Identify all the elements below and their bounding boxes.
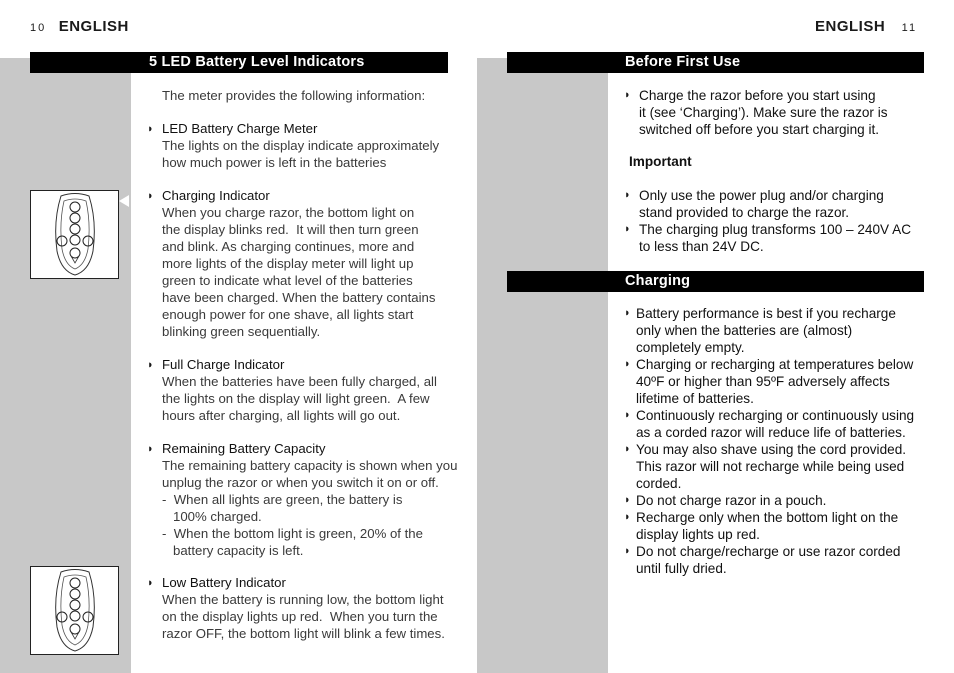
item-description-line: When the batteries have been fully charged, all [162, 374, 437, 389]
charging-line: as a corded razor will reduce life of batteries. [636, 425, 906, 440]
item-description-line: unplug the razor or when you switch it on or off. [162, 475, 439, 490]
charging-line: Battery performance is best if you recharge [636, 306, 896, 321]
charging-line: corded. [636, 476, 682, 491]
before-first-use-line: it (see ‘Charging’). Make sure the razor is [639, 105, 888, 120]
bullet-icon: ◗ [147, 123, 154, 135]
bullet-icon: ◗ [624, 358, 631, 370]
item-title: Remaining Battery Capacity [162, 441, 326, 456]
bullet-icon: ◗ [624, 511, 631, 523]
right-page-number: 11 [901, 22, 918, 34]
item-description-line: more lights of the display meter will light up [162, 256, 414, 271]
item-title: LED Battery Charge Meter [162, 121, 318, 136]
bullet-icon: ◗ [624, 545, 631, 557]
charging-line: You may also shave using the cord provided. [636, 442, 907, 457]
section-bar-led-indicators [30, 52, 448, 73]
razor-display-illustration [31, 191, 120, 280]
left-page-header [30, 18, 129, 36]
item-description-line: When you charge razor, the bottom light on [162, 205, 415, 220]
charging-line: until fully dried. [636, 561, 727, 576]
item-description-line: When the battery is running low, the bottom light [162, 592, 444, 607]
important-line: to less than 24V DC. [639, 239, 764, 254]
bullet-icon: ◗ [624, 409, 631, 421]
charging-line: display lights up red. [636, 527, 760, 542]
item-description-line: hours after charging, all lights will go out. [162, 408, 401, 423]
item-description-line: enough power for one shave, all lights start [162, 307, 414, 322]
left-page-number: 10 [30, 22, 47, 34]
razor-display-illustration-low [31, 567, 120, 656]
item-description-line: The remaining battery capacity is shown when you [162, 458, 458, 473]
charging-line: 40ºF or higher than 95ºF adversely affects [636, 374, 890, 389]
item-description-line: green to indicate what level of the batteries [162, 273, 413, 288]
bullet-icon: ◗ [624, 494, 631, 506]
item-description-line: and blink. As charging continues, more and [162, 239, 415, 254]
bullet-icon: ◗ [624, 189, 631, 201]
charging-line: Charging or recharging at temperatures below [636, 357, 914, 372]
bullet-icon: ◗ [624, 89, 631, 101]
left-page-title: ENGLISH [58, 18, 129, 35]
right-page-header [815, 18, 917, 36]
item-description-line: the lights on the display will light green. A few [162, 391, 430, 406]
item-description-line: on the display lights up red. When you turn the [162, 609, 438, 624]
razor-display-figure-low-battery [30, 566, 119, 655]
important-label: Important [629, 154, 692, 169]
before-first-use-line: Charge the razor before you start using [639, 88, 876, 103]
section-bar-charging [507, 271, 924, 292]
item-title: Full Charge Indicator [162, 357, 285, 372]
charging-line: Continuously recharging or continuously using [636, 408, 915, 423]
item-description-line: blinking green sequentially. [162, 324, 321, 339]
item-description-line: razor OFF, the bottom light will blink a few times. [162, 626, 445, 641]
charging-line: This razor will not recharge while being used [636, 459, 905, 474]
section-title-charging: Charging [625, 273, 691, 289]
bullet-icon: ◗ [147, 190, 154, 202]
bullet-icon: ◗ [624, 223, 631, 235]
item-description-line: - When all lights are green, the battery is [162, 492, 403, 507]
item-description-line: how much power is left in the batteries [162, 155, 387, 170]
charging-line: Do not charge/recharge or use razor corded [636, 544, 901, 559]
bullet-icon: ◗ [624, 443, 631, 455]
section-title-before-first-use: Before First Use [625, 54, 741, 70]
intro-text: The meter provides the following information: [162, 88, 426, 103]
section-bar-before-first-use [507, 52, 924, 73]
charging-line: Recharge only when the bottom light on the [636, 510, 899, 525]
item-title: Charging Indicator [162, 188, 270, 203]
bullet-icon: ◗ [624, 307, 631, 319]
charging-line: only when the batteries are (almost) [636, 323, 853, 338]
charging-line: completely empty. [636, 340, 745, 355]
item-description-line: battery capacity is left. [162, 543, 304, 558]
item-description-line: - When the bottom light is green, 20% of the [162, 526, 423, 541]
important-line: Only use the power plug and/or charging [639, 188, 884, 203]
right-page-title: ENGLISH [815, 18, 886, 35]
item-description-line: The lights on the display indicate approximately [162, 138, 440, 153]
razor-display-figure-charging [30, 190, 119, 279]
bullet-icon: ◗ [147, 577, 154, 589]
figure-pointer-charging [119, 195, 129, 207]
important-line: stand provided to charge the razor. [639, 205, 850, 220]
item-description-line: the display blinks red. It will then turn green [162, 222, 419, 237]
charging-line: lifetime of batteries. [636, 391, 754, 406]
item-description-line: 100% charged. [162, 509, 262, 524]
before-first-use-line: switched off before you start charging it. [639, 122, 880, 137]
item-description-line: have been charged. When the battery contains [162, 290, 436, 305]
bullet-icon: ◗ [147, 443, 154, 455]
right-margin-band [477, 58, 608, 673]
charging-line: Do not charge razor in a pouch. [636, 493, 827, 508]
section-title-led-indicators: 5 LED Battery Level Indicators [149, 54, 365, 70]
bullet-icon: ◗ [147, 359, 154, 371]
important-line: The charging plug transforms 100 – 240V AC [639, 222, 912, 237]
item-title: Low Battery Indicator [162, 575, 286, 590]
